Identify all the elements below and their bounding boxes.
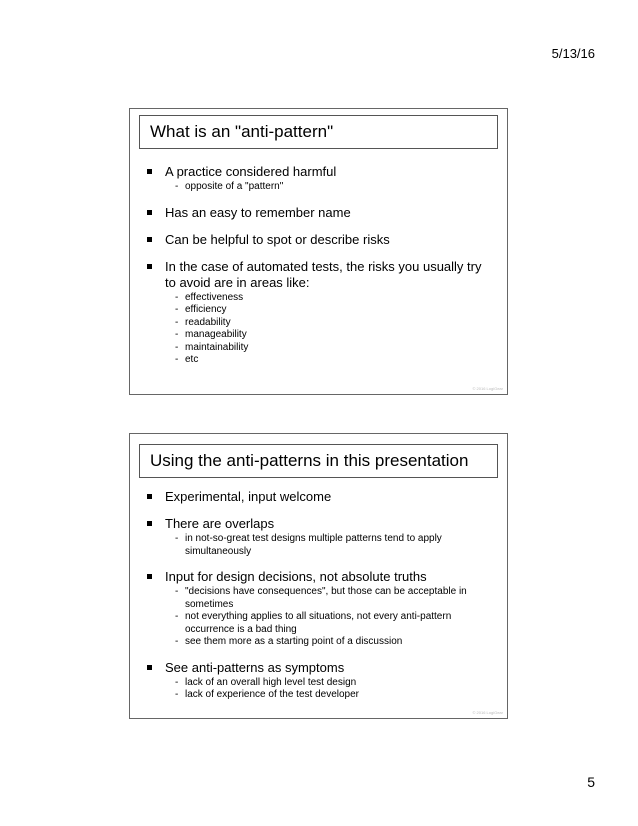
bullet-item [139, 489, 491, 505]
sub-item: - in not-so-great test designs multiple patterns tend to apply simultaneously [175, 533, 442, 557]
bullet-item [139, 660, 491, 702]
bullet-item [139, 232, 491, 248]
sub-item: - maintainability [175, 341, 249, 353]
sub-item: - opposite of a "pattern" [175, 181, 284, 192]
square-bullet-icon [147, 574, 152, 579]
page-date: 5/13/16 [551, 46, 595, 61]
bullet-text: Experimental, input welcome [165, 489, 332, 504]
bullet-text: Can be helpful to spot or describe risks [165, 231, 390, 247]
bullet-list [139, 489, 491, 713]
bullet-text: Input for design decisions, not absolute truths [165, 569, 427, 584]
slide-footer: © 2016 LogiGear [472, 710, 503, 715]
slide-title: What is an "anti-pattern" [139, 115, 498, 149]
sub-item: - effectiveness [175, 291, 244, 303]
bullet-item [139, 259, 491, 367]
bullet-text: In the case of automated tests, the risks you usually try to avoid are in areas like: [165, 258, 482, 290]
sub-item: - see them more as a starting point of a discussion [175, 636, 403, 647]
bullet-item [139, 164, 491, 194]
sub-item: - efficiency [175, 304, 227, 315]
slide-2 [129, 433, 508, 719]
slide-footer: © 2016 LogiGear [472, 386, 503, 391]
bullet-list [139, 164, 491, 378]
bullet-text: A practice considered harmful [165, 164, 337, 179]
sub-item: - lack of an overall high level test design [175, 676, 357, 688]
bullet-text: See anti-patterns as symptoms [165, 659, 345, 675]
bullet-item [139, 569, 491, 649]
sub-item: - etc [175, 354, 199, 365]
slide-1 [129, 108, 508, 395]
sub-item: - "decisions have consequences", but those can be acceptable in sometimes [175, 586, 467, 610]
sub-item: - not everything applies to all situations, not every anti-pattern occurrence is a bad thing [175, 611, 452, 635]
sub-item: - lack of experience of the test developer [175, 689, 359, 700]
page-number: 5 [587, 774, 595, 790]
square-bullet-icon [147, 169, 152, 174]
sub-item: - manageability [175, 329, 247, 340]
bullet-item [139, 516, 491, 558]
bullet-text: There are overlaps [165, 516, 275, 531]
bullet-text: Has an easy to remember name [165, 204, 351, 220]
square-bullet-icon [147, 210, 152, 215]
square-bullet-icon [147, 494, 152, 499]
sub-item: - readability [175, 316, 231, 328]
square-bullet-icon [147, 665, 152, 670]
square-bullet-icon [147, 237, 152, 242]
slide-title: Using the anti-patterns in this presentation [139, 444, 498, 478]
square-bullet-icon [147, 264, 152, 269]
square-bullet-icon [147, 521, 152, 526]
bullet-item [139, 205, 491, 221]
